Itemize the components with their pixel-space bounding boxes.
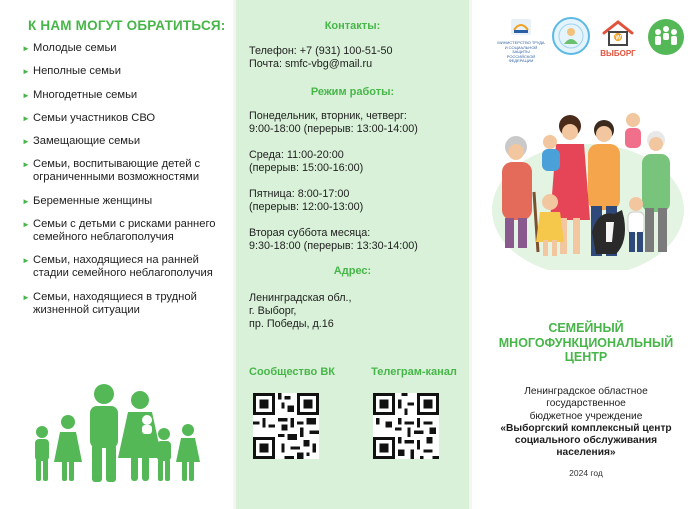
bullet-icon: ► — [22, 44, 30, 53]
telegram-label: Телеграм-канал — [371, 366, 457, 378]
vk-label: Сообщество ВК — [249, 366, 335, 378]
center-title: СЕМЕЙНЫЙ МНОГОФУНКЦИОНАЛЬНЫЙ ЦЕНТР — [498, 321, 674, 364]
hours-mon-tue-thu: Понедельник, вторник, четверг: 9:00-18:00 (перерыв: 13:00-14:00) — [249, 110, 418, 135]
list-item: ► Молодые семьи — [22, 42, 117, 54]
hours-saturday: Вторая суббота месяца: 9:30-18:00 (перерыв: 13:30-14:00) — [249, 227, 418, 252]
vyborg-label: ВЫБОРГ — [600, 49, 636, 58]
phone-text: Телефон: +7 (931) 100-51-50 — [249, 45, 393, 57]
ministry-logo-text: МИНИСТЕРСТВО ТРУДА И СОЦИАЛЬНОЙ ЗАЩИТЫ РОССИЙСКОЙ ФЕДЕРАЦИИ — [497, 40, 545, 63]
contacts-heading: Контакты: — [324, 20, 381, 32]
list-item: ► Семьи, находящиеся на ранней стадии семейного неблагополучия — [22, 254, 213, 280]
vk-qr-code-icon[interactable] — [253, 393, 319, 459]
left-panel — [0, 0, 233, 509]
bullet-icon: ► — [22, 160, 30, 170]
house-icon — [601, 20, 635, 46]
hours-friday: Пятница: 8:00-17:00 (перерыв: 12:00-13:00) — [249, 188, 364, 213]
list-item: ► Семьи, находящиеся в трудной жизненной ситуации — [22, 290, 197, 316]
vyborg-logo — [596, 20, 640, 58]
list-item: ► Беременные женщины — [22, 194, 153, 207]
bullet-icon: ► — [22, 256, 30, 266]
ministry-emblem-icon — [510, 18, 532, 36]
organization-description: Ленинградское областное государственное бюджетное учреждение «Выборгский комплексный центр социального обслуживания населения» — [500, 386, 672, 459]
family-silhouette-icon — [30, 382, 202, 484]
bullet-icon: ► — [22, 196, 30, 206]
bullet-icon: ► — [22, 292, 30, 302]
hours-wednesday: Среда: 11:00-20:00 (перерыв: 15:00-16:00) — [249, 149, 364, 174]
audience-heading: К НАМ МОГУТ ОБРАТИТЬСЯ: — [28, 18, 226, 33]
address-text: Ленинградская обл., г. Выборг, пр. Победы, д.16 — [249, 292, 352, 330]
community-logo-icon — [647, 18, 685, 56]
list-item: ► Многодетные семьи — [22, 88, 138, 101]
bullet-icon: ► — [22, 90, 30, 100]
list-item: ► Семьи с детьми с рисками раннего семейного неблагополучия — [22, 218, 216, 244]
list-item: ► Замещающие семьи — [22, 135, 141, 148]
audience-list — [22, 42, 227, 327]
bullet-icon: ► — [22, 137, 30, 147]
email-text: Почта: smfc-vbg@mail.ru — [249, 58, 373, 70]
bullet-icon: ► — [22, 113, 30, 123]
list-item: ► Неполные семьи — [22, 65, 121, 78]
list-item: ► Семьи, воспитывающие детей с ограниченными возможностями — [22, 158, 201, 184]
year-label: 2024 год — [569, 468, 603, 478]
middle-panel — [236, 0, 469, 509]
svg-text:W: W — [615, 35, 622, 42]
ministry-logo — [496, 18, 546, 64]
telegram-qr-code-icon[interactable] — [373, 393, 439, 459]
bullet-icon: ► — [22, 67, 30, 77]
family-circle-logo-icon — [551, 16, 591, 56]
family-illustration-icon — [488, 92, 688, 270]
address-heading: Адрес: — [333, 265, 372, 277]
list-item: ► Семьи участников СВО — [22, 111, 156, 124]
right-panel — [472, 0, 700, 509]
bullet-icon: ► — [22, 220, 30, 230]
hours-heading: Режим работы: — [310, 86, 395, 98]
